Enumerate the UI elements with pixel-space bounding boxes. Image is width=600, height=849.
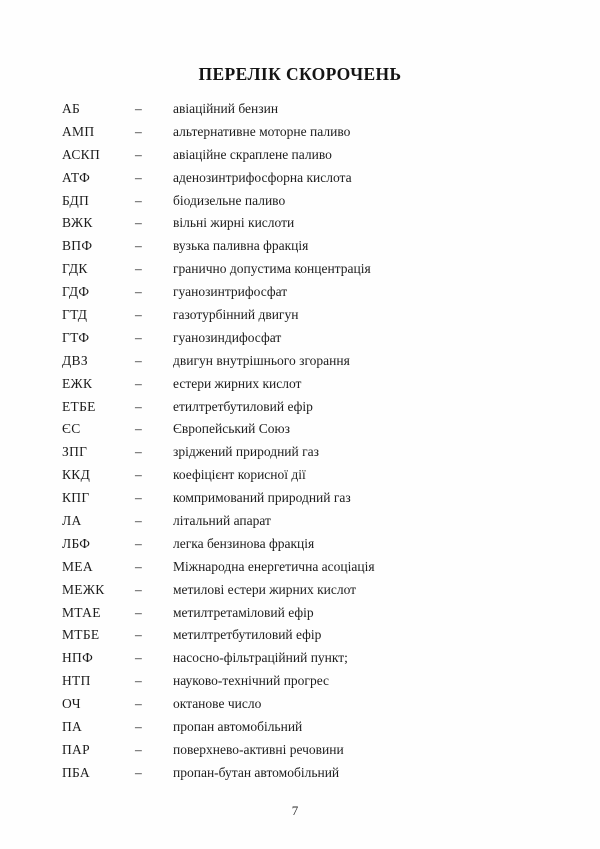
abbreviation-term: ВПФ	[62, 238, 93, 254]
abbreviations-list	[0, 98, 600, 785]
abbreviation-term: КПГ	[62, 490, 90, 506]
page-number: 7	[291, 803, 299, 818]
abbreviation-term: ЕТБЕ	[62, 398, 96, 414]
abbreviation-definition: науково-технічний прогрес	[173, 673, 330, 689]
abbreviation-term: ПБА	[62, 764, 90, 780]
abbreviation-term: ГДК	[62, 261, 88, 277]
abbreviation-row	[0, 212, 600, 235]
abbreviation-definition: гранично допустима концентрація	[173, 261, 371, 277]
abbreviation-term: АМП	[62, 123, 95, 139]
abbreviation-term: МЕЖК	[62, 581, 105, 597]
abbreviation-term: АТФ	[62, 169, 91, 185]
abbreviation-definition: авіаційний бензин	[173, 101, 279, 116]
abbreviation-row	[0, 624, 600, 647]
abbreviation-term: ДВЗ	[62, 352, 88, 368]
abbreviation-term: НТП	[62, 673, 91, 689]
abbreviation-row	[0, 396, 600, 419]
abbreviation-row	[0, 441, 600, 464]
page-title: ПЕРЕЛІК СКОРОЧЕНЬ	[198, 63, 402, 84]
separator-dash: –	[135, 123, 142, 139]
separator-dash: –	[135, 627, 142, 643]
abbreviation-definition: насосно-фільтраційний пункт;	[173, 650, 348, 666]
abbreviation-term: ПАР	[62, 741, 90, 757]
abbreviation-row	[0, 121, 600, 144]
abbreviation-definition: зріджений природний газ	[173, 444, 319, 460]
abbreviation-definition: авіаційне скраплене паливо	[173, 146, 332, 162]
separator-dash: –	[135, 192, 142, 208]
abbreviation-term: ЕЖК	[62, 375, 93, 391]
separator-dash: –	[135, 146, 142, 162]
abbreviation-term: ГТФ	[62, 329, 90, 345]
separator-dash: –	[135, 490, 142, 506]
separator-dash: –	[135, 764, 142, 780]
separator-dash: –	[135, 169, 142, 185]
separator-dash: –	[135, 101, 142, 116]
abbreviation-definition: вільні жирні кислоти	[173, 215, 295, 231]
abbreviation-term: ЛБФ	[62, 535, 91, 551]
abbreviation-row	[0, 647, 600, 670]
separator-dash: –	[135, 238, 142, 254]
abbreviation-row	[0, 556, 600, 579]
abbreviation-definition: вузька паливна фракція	[173, 238, 309, 254]
separator-dash: –	[135, 741, 142, 757]
separator-dash: –	[135, 535, 142, 551]
abbreviation-row	[0, 190, 600, 213]
abbreviation-term: ГТД	[62, 307, 88, 323]
abbreviation-term: ЗПГ	[62, 444, 88, 460]
abbreviation-row	[0, 533, 600, 556]
abbreviation-term: МТАЕ	[62, 604, 101, 620]
abbreviation-term: НПФ	[62, 650, 94, 666]
abbreviation-term: БДП	[62, 192, 90, 208]
abbreviation-row	[0, 602, 600, 625]
abbreviation-definition: метилтретаміловий ефір	[173, 604, 314, 620]
abbreviation-definition: пропан-бутан автомобільний	[173, 764, 340, 780]
abbreviation-definition: альтернативне моторне паливо	[173, 123, 351, 139]
abbreviation-term: МЕА	[62, 558, 93, 574]
abbreviation-row	[0, 373, 600, 396]
abbreviation-definition: легка бензинова фракція	[173, 535, 315, 551]
separator-dash: –	[135, 673, 142, 689]
abbreviation-term: ОЧ	[62, 696, 81, 712]
abbreviation-term: ЛА	[62, 513, 82, 529]
abbreviation-definition: гуанозиндифосфат	[173, 329, 282, 345]
abbreviation-row	[0, 418, 600, 441]
abbreviation-definition: поверхнево-активні речовини	[173, 741, 344, 757]
abbreviation-row	[0, 144, 600, 167]
abbreviation-definition: естери жирних кислот	[173, 375, 302, 391]
separator-dash: –	[135, 307, 142, 323]
separator-dash: –	[135, 467, 142, 483]
abbreviation-row	[0, 739, 600, 762]
abbreviation-definition: аденозинтрифосфорна кислота	[173, 169, 352, 185]
abbreviation-row	[0, 487, 600, 510]
abbreviation-term: ВЖК	[62, 215, 93, 231]
separator-dash: –	[135, 421, 142, 437]
abbreviation-row	[0, 281, 600, 304]
abbreviation-term: ККД	[62, 467, 91, 483]
separator-dash: –	[135, 398, 142, 414]
separator-dash: –	[135, 375, 142, 391]
abbreviation-term: АСКП	[62, 146, 101, 162]
separator-dash: –	[135, 284, 142, 300]
abbreviation-row	[0, 693, 600, 716]
abbreviation-term: АБ	[62, 101, 81, 116]
separator-dash: –	[135, 719, 142, 735]
abbreviation-definition: біодизельне паливо	[173, 192, 286, 208]
abbreviation-row	[0, 670, 600, 693]
abbreviation-definition: Міжнародна енергетична асоціація	[173, 558, 375, 574]
separator-dash: –	[135, 513, 142, 529]
abbreviation-definition: метилові естери жирних кислот	[173, 581, 357, 597]
abbreviation-definition: літальний апарат	[173, 513, 271, 529]
separator-dash: –	[135, 444, 142, 460]
abbreviation-definition: пропан автомобільний	[173, 719, 303, 735]
abbreviation-row	[0, 327, 600, 350]
abbreviation-definition: метилтретбутиловий ефір	[173, 627, 322, 643]
separator-dash: –	[135, 650, 142, 666]
abbreviation-row	[0, 304, 600, 327]
separator-dash: –	[135, 581, 142, 597]
abbreviation-definition: октанове число	[173, 696, 262, 712]
abbreviation-definition: етилтретбутиловий ефір	[173, 398, 313, 414]
abbreviation-definition: Європейський Союз	[173, 421, 290, 437]
abbreviation-row	[0, 350, 600, 373]
abbreviation-term: МТБЕ	[62, 627, 100, 643]
separator-dash: –	[135, 558, 142, 574]
abbreviation-definition: компримований природний газ	[173, 490, 351, 506]
abbreviation-row	[0, 98, 600, 121]
separator-dash: –	[135, 696, 142, 712]
abbreviation-term: ЄС	[62, 421, 81, 437]
separator-dash: –	[135, 215, 142, 231]
separator-dash: –	[135, 352, 142, 368]
abbreviation-row	[0, 235, 600, 258]
abbreviation-definition: газотурбінний двигун	[173, 307, 299, 323]
abbreviation-definition: двигун внутрішнього згорання	[173, 352, 350, 368]
abbreviation-row	[0, 258, 600, 281]
abbreviation-row	[0, 464, 600, 487]
abbreviation-term: ГДФ	[62, 284, 90, 300]
separator-dash: –	[135, 261, 142, 277]
abbreviation-row	[0, 510, 600, 533]
abbreviation-row	[0, 579, 600, 602]
abbreviation-row	[0, 167, 600, 190]
separator-dash: –	[135, 604, 142, 620]
abbreviation-row	[0, 716, 600, 739]
separator-dash: –	[135, 329, 142, 345]
abbreviation-row	[0, 762, 600, 785]
abbreviation-definition: коефіцієнт корисної дії	[173, 467, 306, 483]
abbreviation-definition: гуанозинтрифосфат	[173, 284, 288, 300]
abbreviation-term: ПА	[62, 719, 83, 735]
